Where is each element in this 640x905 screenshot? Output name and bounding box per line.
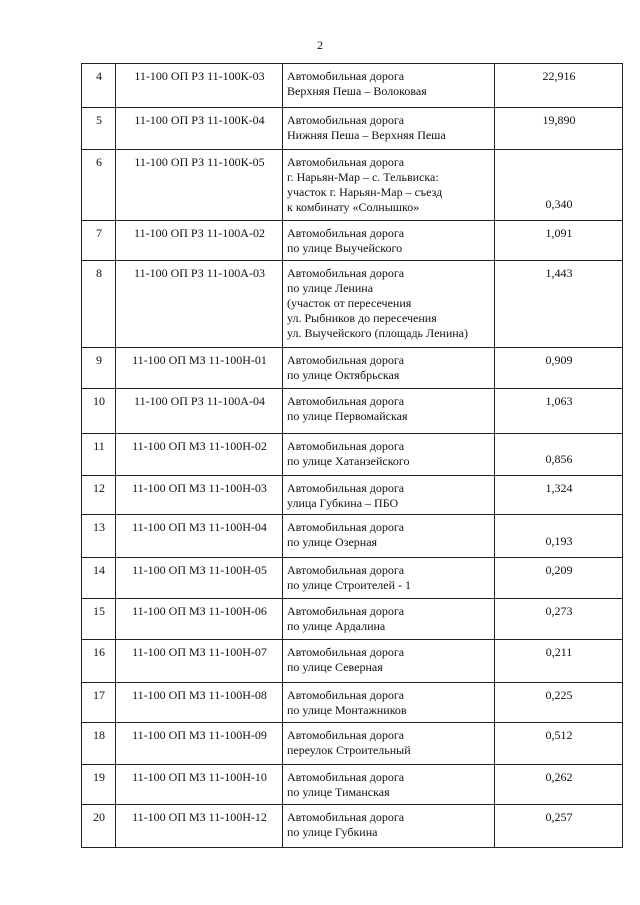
road-id-code: 11-100 ОП МЗ 11-100Н-01 — [116, 348, 283, 389]
road-name-line: по улице Тиманская — [287, 785, 390, 799]
table-row — [82, 64, 623, 108]
road-id-code: 11-100 ОП МЗ 11-100Н-08 — [116, 683, 283, 723]
road-name-line: Автомобильная дорога — [287, 226, 405, 240]
road-id-code: 11-100 ОП МЗ 11-100Н-12 — [116, 805, 283, 848]
road-id-code: 11-100 ОП МЗ 11-100Н-04 — [116, 515, 283, 558]
road-length: 0,209 — [495, 558, 623, 599]
road-name-line: улица Губкина – ПБО — [287, 496, 399, 510]
row-number: 4 — [82, 64, 116, 108]
road-name-line: ул. Выучейского (площадь Ленина) — [287, 326, 469, 340]
road-length: 0,340 — [495, 150, 623, 221]
road-name-line: Автомобильная дорога — [287, 563, 405, 577]
road-length: 0,512 — [495, 723, 623, 765]
road-name-line: ул. Рыбников до пересечения — [287, 311, 437, 325]
road-length: 0,273 — [495, 599, 623, 640]
road-name-line: по улице Хатанзейского — [287, 454, 410, 468]
road-name — [283, 108, 495, 150]
road-name-line: по улице Губкина — [287, 825, 378, 839]
road-name-line: участок г. Нарьян-Мар – съезд — [287, 185, 443, 199]
road-name-line: по улице Первомайская — [287, 409, 408, 423]
road-name-line: г. Нарьян-Мар – с. Тельвиска: — [287, 170, 439, 184]
road-name-line: Автомобильная дорога — [287, 113, 405, 127]
road-name — [283, 558, 495, 599]
road-id-code: 11-100 ОП РЗ 11-100А-03 — [116, 261, 283, 348]
table-row — [82, 599, 623, 640]
road-name-line: по улице Ленина — [287, 281, 374, 295]
row-number: 13 — [82, 515, 116, 558]
road-name — [283, 683, 495, 723]
row-number: 17 — [82, 683, 116, 723]
row-number: 5 — [82, 108, 116, 150]
road-name-line: по улице Монтажников — [287, 703, 407, 717]
road-name-line: Автомобильная дорога — [287, 155, 405, 169]
table-row — [82, 723, 623, 765]
road-name — [283, 765, 495, 805]
road-name-line: (участок от пересечения — [287, 296, 412, 310]
road-name-line: Автомобильная дорога — [287, 439, 405, 453]
table-row — [82, 348, 623, 389]
road-name — [283, 599, 495, 640]
road-id-code: 11-100 ОП МЗ 11-100Н-02 — [116, 434, 283, 476]
road-name-line: по улице Ардалина — [287, 619, 386, 633]
road-id-code: 11-100 ОП РЗ 11-100А-04 — [116, 389, 283, 434]
table-row — [82, 558, 623, 599]
road-length: 0,225 — [495, 683, 623, 723]
road-id-code: 11-100 ОП РЗ 11-100К-03 — [116, 64, 283, 108]
table-row — [82, 640, 623, 683]
road-name-line: по улице Выучейского — [287, 241, 403, 255]
row-number: 18 — [82, 723, 116, 765]
road-length: 0,193 — [495, 515, 623, 558]
road-name-line: Нижняя Пеша – Верхняя Пеша — [287, 128, 446, 142]
road-length: 0,211 — [495, 640, 623, 683]
road-length: 1,091 — [495, 221, 623, 261]
road-length: 0,262 — [495, 765, 623, 805]
road-name-line: по улице Северная — [287, 660, 383, 674]
road-name — [283, 221, 495, 261]
road-length: 1,063 — [495, 389, 623, 434]
road-name-line: Автомобильная дорога — [287, 520, 405, 534]
road-name-line: Автомобильная дорога — [287, 770, 405, 784]
road-name-line: переулок Строительный — [287, 743, 411, 757]
road-name-line: Автомобильная дорога — [287, 728, 405, 742]
row-number: 14 — [82, 558, 116, 599]
table-row — [82, 683, 623, 723]
road-length: 19,890 — [495, 108, 623, 150]
road-name-line: Автомобильная дорога — [287, 688, 405, 702]
road-name — [283, 723, 495, 765]
row-number: 7 — [82, 221, 116, 261]
row-number: 15 — [82, 599, 116, 640]
row-number: 6 — [82, 150, 116, 221]
road-name — [283, 640, 495, 683]
table-row — [82, 476, 623, 515]
road-name — [283, 434, 495, 476]
road-name-line: Автомобильная дорога — [287, 645, 405, 659]
table-row — [82, 150, 623, 221]
road-name-line: по улице Октябрьская — [287, 368, 400, 382]
table-row — [82, 765, 623, 805]
row-number: 16 — [82, 640, 116, 683]
table-row — [82, 434, 623, 476]
road-name-line: Автомобильная дорога — [287, 394, 405, 408]
row-number: 12 — [82, 476, 116, 515]
roads-table — [81, 63, 623, 848]
road-id-code: 11-100 ОП МЗ 11-100Н-05 — [116, 558, 283, 599]
road-id-code: 11-100 ОП МЗ 11-100Н-06 — [116, 599, 283, 640]
road-name — [283, 261, 495, 348]
road-length: 0,909 — [495, 348, 623, 389]
row-number: 19 — [82, 765, 116, 805]
road-name-line: Автомобильная дорога — [287, 604, 405, 618]
table-row — [82, 805, 623, 848]
road-name-line: Автомобильная дорога — [287, 481, 405, 495]
road-id-code: 11-100 ОП МЗ 11-100Н-09 — [116, 723, 283, 765]
road-name-line: Автомобильная дорога — [287, 266, 405, 280]
road-length: 22,916 — [495, 64, 623, 108]
table-row — [82, 515, 623, 558]
table-row — [82, 108, 623, 150]
road-id-code: 11-100 ОП РЗ 11-100К-04 — [116, 108, 283, 150]
row-number: 9 — [82, 348, 116, 389]
road-name — [283, 805, 495, 848]
road-name — [283, 476, 495, 515]
road-name — [283, 64, 495, 108]
row-number: 20 — [82, 805, 116, 848]
row-number: 11 — [82, 434, 116, 476]
table-row — [82, 221, 623, 261]
road-name-line: Автомобильная дорога — [287, 69, 405, 83]
road-length: 0,257 — [495, 805, 623, 848]
table-row — [82, 389, 623, 434]
road-id-code: 11-100 ОП МЗ 11-100Н-07 — [116, 640, 283, 683]
road-length: 0,856 — [495, 434, 623, 476]
road-name-line: по улице Строителей - 1 — [287, 578, 412, 592]
road-name — [283, 150, 495, 221]
road-name-line: Автомобильная дорога — [287, 810, 405, 824]
road-name-line: к комбинату «Солнышко» — [287, 200, 420, 214]
road-length: 1,324 — [495, 476, 623, 515]
road-name — [283, 515, 495, 558]
page-number: 2 — [317, 38, 323, 52]
road-name-line: Верхняя Пеша – Волоковая — [287, 84, 427, 98]
road-length: 1,443 — [495, 261, 623, 348]
road-name-line: по улице Озерная — [287, 535, 378, 549]
road-id-code: 11-100 ОП МЗ 11-100Н-03 — [116, 476, 283, 515]
row-number: 10 — [82, 389, 116, 434]
road-name — [283, 389, 495, 434]
road-name — [283, 348, 495, 389]
road-id-code: 11-100 ОП МЗ 11-100Н-10 — [116, 765, 283, 805]
row-number: 8 — [82, 261, 116, 348]
table-row — [82, 261, 623, 348]
road-id-code: 11-100 ОП РЗ 11-100К-05 — [116, 150, 283, 221]
road-name-line: Автомобильная дорога — [287, 353, 405, 367]
road-id-code: 11-100 ОП РЗ 11-100А-02 — [116, 221, 283, 261]
roads-table-body — [82, 64, 623, 848]
